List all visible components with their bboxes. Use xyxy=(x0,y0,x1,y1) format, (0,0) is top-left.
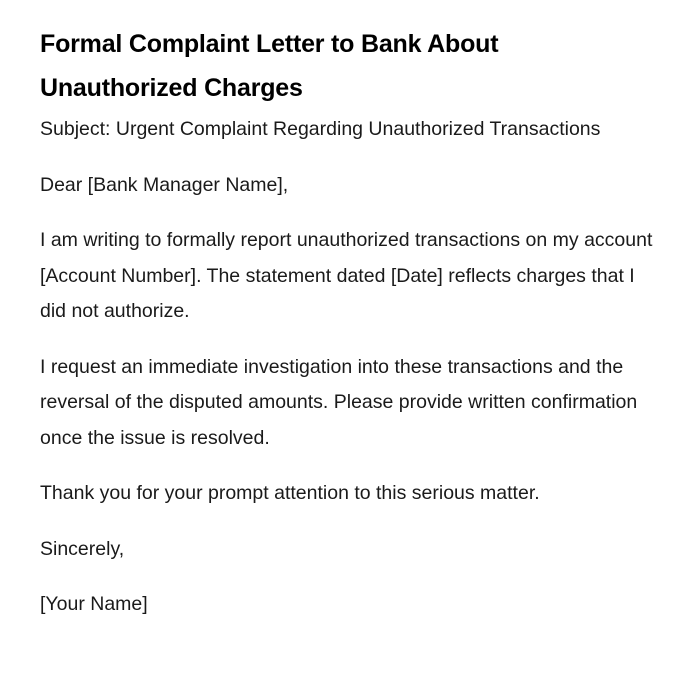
body-paragraph-request: I request an immediate investigation into these transactions and the reversal of the disputed amounts. Please provide written confirmation once the issue is resolved. xyxy=(40,355,638,449)
body-paragraph-report: I am writing to formally report unauthorized transactions on my account [Account Number]. The statement dated [Date] reflects charges that I did not authorize. xyxy=(40,229,653,322)
letter-document xyxy=(40,22,660,643)
salutation: Dear [Bank Manager Name], xyxy=(40,173,289,196)
closing-line: Sincerely, xyxy=(40,537,125,560)
thanks-line: Thank you for your prompt attention to this serious matter. xyxy=(40,482,540,504)
signature-placeholder: [Your Name] xyxy=(40,593,148,615)
page-title: Formal Complaint Letter to Bank About Unauthorized Charges xyxy=(40,30,499,102)
subject-line: Subject: Urgent Complaint Regarding Unauthorized Transactions xyxy=(40,118,601,140)
